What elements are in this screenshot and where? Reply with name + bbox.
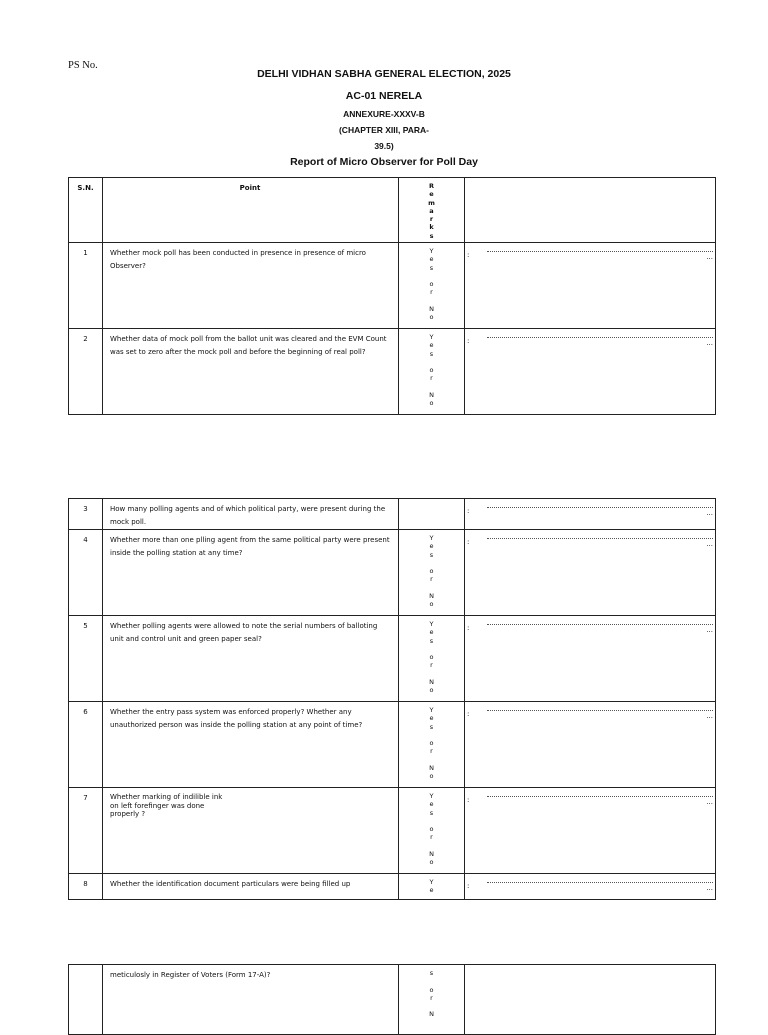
row-point: Whether the entry pass system was enforced properly? Whether any unauthorized person was inside the polling station at any point of time? — [103, 702, 399, 788]
table-row-continued — [69, 965, 716, 1035]
yes-no-letter: o — [429, 858, 434, 867]
yes-no-letter: r — [430, 288, 433, 297]
yes-no-gap — [399, 670, 464, 678]
remark-field[interactable]: : ... — [465, 499, 716, 530]
report-title: Report of Micro Observer for Poll Day — [290, 156, 478, 168]
yes-no-letter: o — [429, 366, 434, 375]
table-row — [69, 530, 716, 616]
yes-no-letter: e — [429, 800, 434, 809]
table-row — [69, 243, 716, 329]
yes-no-letter: o — [429, 739, 434, 748]
remark-field[interactable] — [465, 965, 716, 1035]
row-sn-blank — [69, 965, 103, 1035]
yes-no-gap — [399, 645, 464, 653]
yes-no-letter: N — [429, 678, 434, 687]
row-point: meticulosly in Register of Voters (Form 17-A)? — [103, 965, 399, 1035]
yes-or-no-continued: s o r N — [399, 965, 465, 1035]
yes-no-letter: e — [429, 255, 434, 264]
yes-no-letter: Y — [429, 534, 434, 542]
yes-no-gap — [399, 383, 464, 391]
remark-field[interactable]: : ... — [465, 702, 716, 788]
yes-no-letter: r — [430, 661, 433, 670]
row-sn: 1 — [69, 243, 103, 329]
yes-no-letter: r — [430, 374, 433, 383]
yes-no-letter: r — [430, 747, 433, 756]
row-point: Whether the identification document particulars were being filled up — [103, 874, 399, 900]
yes-no-letter: Y — [429, 620, 434, 628]
yes-no-gap — [399, 817, 464, 825]
yes-or-no-blank — [399, 499, 465, 530]
yes-or-no — [399, 329, 465, 415]
yes-no-letter: e — [429, 714, 434, 723]
table-row — [69, 499, 716, 530]
yes-no-letter: e — [429, 542, 434, 551]
yes-or-no — [399, 243, 465, 329]
row-sn: 7 — [69, 788, 103, 874]
report-table-part-1 — [68, 177, 716, 415]
yes-no-gap — [399, 358, 464, 366]
yes-no-letter: o — [429, 686, 434, 695]
table-row — [69, 788, 716, 874]
remark-field[interactable]: : ... — [465, 616, 716, 702]
yes-no-letter: s — [429, 722, 434, 731]
yes-no-letter: s — [429, 349, 434, 358]
yes-no-letter: r — [430, 575, 433, 584]
chapter-line-2: 39.5) — [374, 141, 394, 151]
yes-no-letter: o — [429, 600, 434, 609]
yes-or-no — [399, 788, 465, 874]
row-sn: 5 — [69, 616, 103, 702]
yes-no-letter: o — [429, 399, 434, 408]
constituency-title: AC-01 NERELA — [345, 90, 423, 102]
header-point: Point — [103, 178, 399, 243]
row-point: Whether polling agents were allowed to note the serial numbers of balloting unit and control unit and green paper seal? — [103, 616, 399, 702]
annexure-label: ANNEXURE-XXXV-B — [343, 109, 425, 119]
remark-field[interactable]: : ... — [465, 874, 716, 900]
yes-no-gap — [399, 756, 464, 764]
row-sn: 3 — [69, 499, 103, 530]
yes-no-letter: s — [429, 263, 434, 272]
row-sn: 8 — [69, 874, 103, 900]
yes-no-letter: o — [429, 567, 434, 576]
row-point: Whether mock poll has been conducted in presence in presence of micro Observer? — [103, 243, 399, 329]
ps-number-label: PS No. — [68, 60, 98, 71]
yes-or-no — [399, 616, 465, 702]
yes-no-gap — [399, 842, 464, 850]
remark-field[interactable]: : ... — [465, 243, 716, 329]
remark-field[interactable]: : ... — [465, 788, 716, 874]
yes-no-letter: Y — [429, 333, 434, 341]
row-sn: 6 — [69, 702, 103, 788]
yes-no-letter: s — [429, 808, 434, 817]
yes-no-letter: o — [429, 772, 434, 781]
remark-field[interactable]: : ... — [465, 530, 716, 616]
yes-no-gap — [399, 731, 464, 739]
row-point: How many polling agents and of which political party, were present during the mock poll. — [103, 499, 399, 530]
yes-no-gap — [399, 584, 464, 592]
yes-no-gap — [399, 297, 464, 305]
yes-no-letter: o — [429, 653, 434, 662]
row-point: Whether data of mock poll from the ballot unit was cleared and the EVM Count was set to zero after the mock poll and before the beginning of real poll? — [103, 329, 399, 415]
report-table-part-2 — [68, 498, 716, 900]
table-header-row — [69, 178, 716, 243]
yes-no-letter: N — [429, 850, 434, 859]
report-table-part-3 — [68, 964, 716, 1035]
yes-no-letter: N — [429, 305, 434, 314]
header-remarks: R e m a r k s — [399, 178, 465, 243]
yes-no-letter: s — [429, 550, 434, 559]
yes-no-letter: Y — [429, 247, 434, 255]
row-point: Whether marking of indilible ink on left forefinger was done properly ? — [103, 788, 399, 874]
table-row — [69, 702, 716, 788]
election-title: DELHI VIDHAN SABHA GENERAL ELECTION, 2025 — [257, 68, 511, 80]
table-row — [69, 874, 716, 900]
row-sn: 4 — [69, 530, 103, 616]
yes-or-no — [399, 702, 465, 788]
yes-no-letter: N — [429, 391, 434, 400]
yes-or-no-partial: Y e — [399, 874, 465, 900]
yes-no-letter: N — [429, 764, 434, 773]
yes-no-letter: s — [429, 636, 434, 645]
yes-no-letter: N — [429, 592, 434, 601]
row-sn: 2 — [69, 329, 103, 415]
yes-or-no — [399, 530, 465, 616]
yes-no-letter: o — [429, 313, 434, 322]
table-row — [69, 329, 716, 415]
yes-no-letter: Y — [429, 792, 434, 800]
row-point: Whether more than one plling agent from the same political party were present inside the polling station at any time? — [103, 530, 399, 616]
yes-no-letter: r — [430, 833, 433, 842]
yes-no-letter: o — [429, 825, 434, 834]
yes-no-letter: e — [429, 341, 434, 350]
yes-no-gap — [399, 559, 464, 567]
yes-no-letter: Y — [429, 706, 434, 714]
chapter-line-1: (CHAPTER XIII, PARA- — [338, 125, 430, 135]
table-row — [69, 616, 716, 702]
header-sn: S.N. — [69, 178, 103, 243]
yes-no-letter: e — [429, 628, 434, 637]
remark-field[interactable]: : ... — [465, 329, 716, 415]
header-blank — [465, 178, 716, 243]
yes-no-gap — [399, 272, 464, 280]
yes-no-letter: o — [429, 280, 434, 289]
